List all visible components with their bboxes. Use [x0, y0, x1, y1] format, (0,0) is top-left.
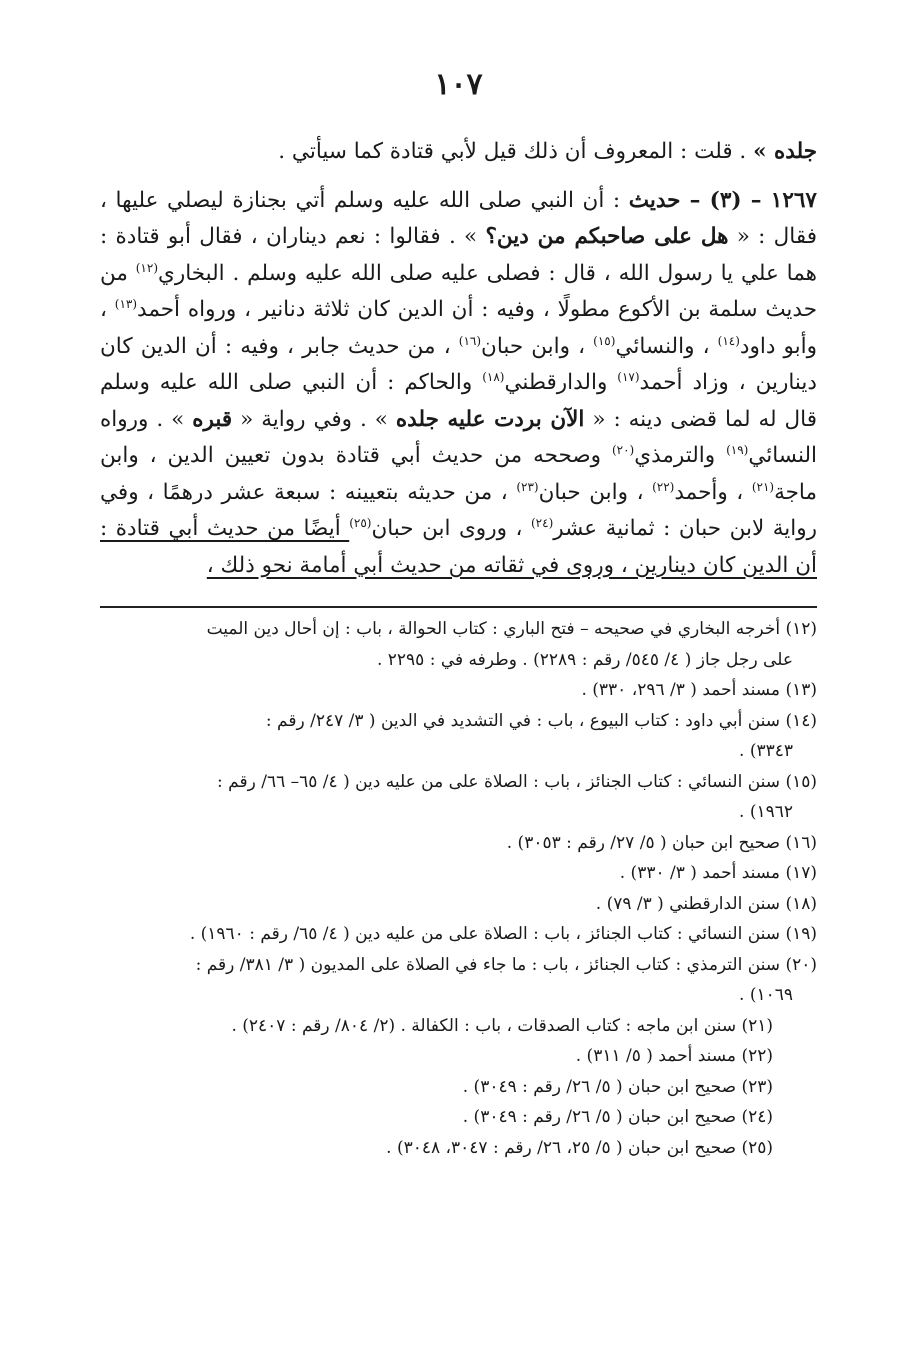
hadith-text: » . وفي رواية « [232, 406, 396, 432]
hadith-quote: قبره [192, 406, 233, 432]
hadith-text: ، وأبو داود [100, 297, 817, 359]
hadith-text: ، من حديث جابر ، وفيه : أن الدين كان دينارين ، وزاد أحمد [100, 333, 817, 395]
paragraph-continuation [100, 134, 817, 171]
footnote-ref[interactable]: (١٦) [458, 333, 482, 348]
hadith-quote: الآن بردت عليه جلده [395, 406, 585, 432]
hadith-paragraph [100, 183, 817, 585]
hadith-text: ، وروى ابن حبان [371, 516, 531, 541]
footnote-24: (٢٤) صحيح ابن حبان ( ٥/ ٢٦/ رقم : ٣٠٤٩) . [462, 1107, 773, 1127]
hadith-text: والترمذي [634, 443, 727, 468]
main-text [100, 134, 817, 584]
hadith-text: من حديث سلمة بن الأكوع مطولًا ، وفيه : أن الدين كان ثلاثة دنانير ، ورواه أحمد [100, 260, 817, 322]
footnote-16: (١٦) صحيح ابن حبان ( ٥/ ٢٧/ رقم : ٣٠٥٣) . [506, 832, 817, 853]
paragraph-bold-start: جلده » [753, 139, 817, 164]
footnote-ref[interactable]: (١٧) [617, 369, 640, 384]
hadith-text: ، وابن حبان [538, 479, 653, 505]
hadith-text: ، وابن حبان [481, 333, 594, 359]
footnote-ref[interactable]: (١٢) [135, 260, 158, 275]
footnote-12 [100, 614, 817, 675]
footnote-text: (١٤) سنن أبي داود : كتاب البيوع ، باب : في التشديد في الدين ( ٣/ ٢٤٧/ رقم : [265, 710, 817, 731]
hadith-text: » . ورواه النسائي [100, 406, 817, 468]
footnote-14 [100, 706, 817, 767]
hadith-text: أيضًا من حديث أبي قتادة : أن الدين كان دينارين ، وروى في ثقاته من حديث أبي أمامة نحو ذلك ، [100, 516, 817, 578]
footnote-25: (٢٥) صحيح ابن حبان ( ٥/ ٢٥، ٢٦/ رقم : ٣٠٤٧، ٣٠٤٨) . [386, 1137, 773, 1158]
footnote-ref[interactable]: (١٤) [717, 333, 740, 348]
hadith-text: والدارقطني [504, 370, 618, 395]
footnote-text: (١٢) أخرجه البخاري في صحيحه – فتح الباري : كتاب الحوالة ، باب : إن أحال دين الميت [206, 619, 817, 639]
footnote-text-continued: ٣٣٤٣) . [739, 741, 793, 761]
footnote-ref[interactable]: (٢٠) [611, 442, 635, 457]
paragraph-text: . قلت : المعروف أن ذلك قيل لأبي قتادة كما سيأتي . [278, 139, 754, 164]
footnote-ref[interactable]: (٢٢) [652, 479, 675, 494]
hadith-text: : أن النبي صلى الله عليه وسلم أتي بجنازة ليصلي عليها ، فقال : « [100, 187, 817, 249]
footnote-20 [100, 950, 817, 1011]
hadith-text: ، وأحمد [674, 479, 752, 505]
footnote-ref[interactable]: (٢٣) [516, 479, 539, 494]
hadith-text: والحاكم : أن النبي صلى الله عليه وسلم قال له لما قضى دينه : « [100, 370, 817, 432]
footnote-15 [100, 767, 817, 828]
footnote-23: (٢٣) صحيح ابن حبان ( ٥/ ٢٦/ رقم : ٣٠٤٩) . [462, 1076, 773, 1097]
footnote-22: (٢٢) مسند أحمد ( ٥/ ٣١١) . [575, 1046, 773, 1066]
footnote-19: (١٩) سنن النسائي : كتاب الجنائز ، باب : الصلاة على من عليه دين ( ٤/ ٦٥/ رقم : ١٩٦٠) . [189, 924, 817, 944]
footnote-ref[interactable]: (١٣) [114, 296, 138, 311]
footnote-divider [100, 606, 817, 608]
footnote-ref[interactable]: (١٩) [726, 442, 749, 457]
hadith-heading: ١٢٦٧ – (٣) – حديث [628, 187, 817, 213]
hadith-quote: هل على صاحبكم من دين؟ [485, 224, 729, 249]
footnote-text: (١٥) سنن النسائي : كتاب الجنائز ، باب : الصلاة على من عليه دين ( ٤/ ٦٥– ٦٦/ رقم : [217, 771, 817, 792]
footnotes [100, 614, 817, 1163]
footnote-text-continued: ١٩٦٢) . [739, 802, 793, 822]
footnote-ref[interactable]: (٢١) [751, 479, 775, 494]
hadith-text: » . فقالوا : نعم ديناران ، فقال أبو قتادة : هما علي يا رسول الله ، قال : فصلى عليه صلى الله عليه وسلم . البخاري [100, 224, 817, 286]
footnote-ref[interactable]: (١٨) [482, 369, 505, 384]
footnote-21: (٢١) سنن ابن ماجه : كتاب الصدقات ، باب : الكفالة . (٢/ ٨٠٤/ رقم : ٢٤٠٧) . [231, 1015, 773, 1036]
footnote-ref[interactable]: (١٥) [593, 333, 616, 348]
footnote-ref[interactable]: (٢٥) [349, 515, 372, 530]
footnote-ref[interactable]: (٢٤) [530, 515, 554, 530]
page-number: ١٠٧ [434, 67, 483, 102]
footnote-13: (١٣) مسند أحمد ( ٣/ ٢٩٦، ٣٣٠) . [581, 680, 817, 700]
footnote-text-continued: على رجل جاز ( ٤/ ٥٤٥/ رقم : ٢٢٨٩) . وطرفه في : ٢٢٩٥ . [376, 649, 793, 670]
footnote-text: (٢٠) سنن الترمذي : كتاب الجنائز ، باب : ما جاء في الصلاة على المديون ( ٣/ ٣٨١/ رقم : [195, 954, 817, 975]
footnote-17: (١٧) مسند أحمد ( ٣/ ٣٣٠) . [619, 863, 817, 883]
hadith-text: ، والنسائي [615, 333, 718, 359]
footnote-18: (١٨) سنن الدارقطني ( ٣/ ٧٩) . [595, 893, 817, 914]
hadith-text: ، من حديثه بتعيينه : سبعة عشر درهمًا ، وفي رواية لابن حبان : ثمانية عشر [100, 479, 817, 541]
hadith-text: وصححه من حديث أبي قتادة بدون تعيين الدين ، وابن ماجة [100, 443, 817, 505]
footnote-text-continued: ١٠٦٩) . [739, 985, 793, 1005]
